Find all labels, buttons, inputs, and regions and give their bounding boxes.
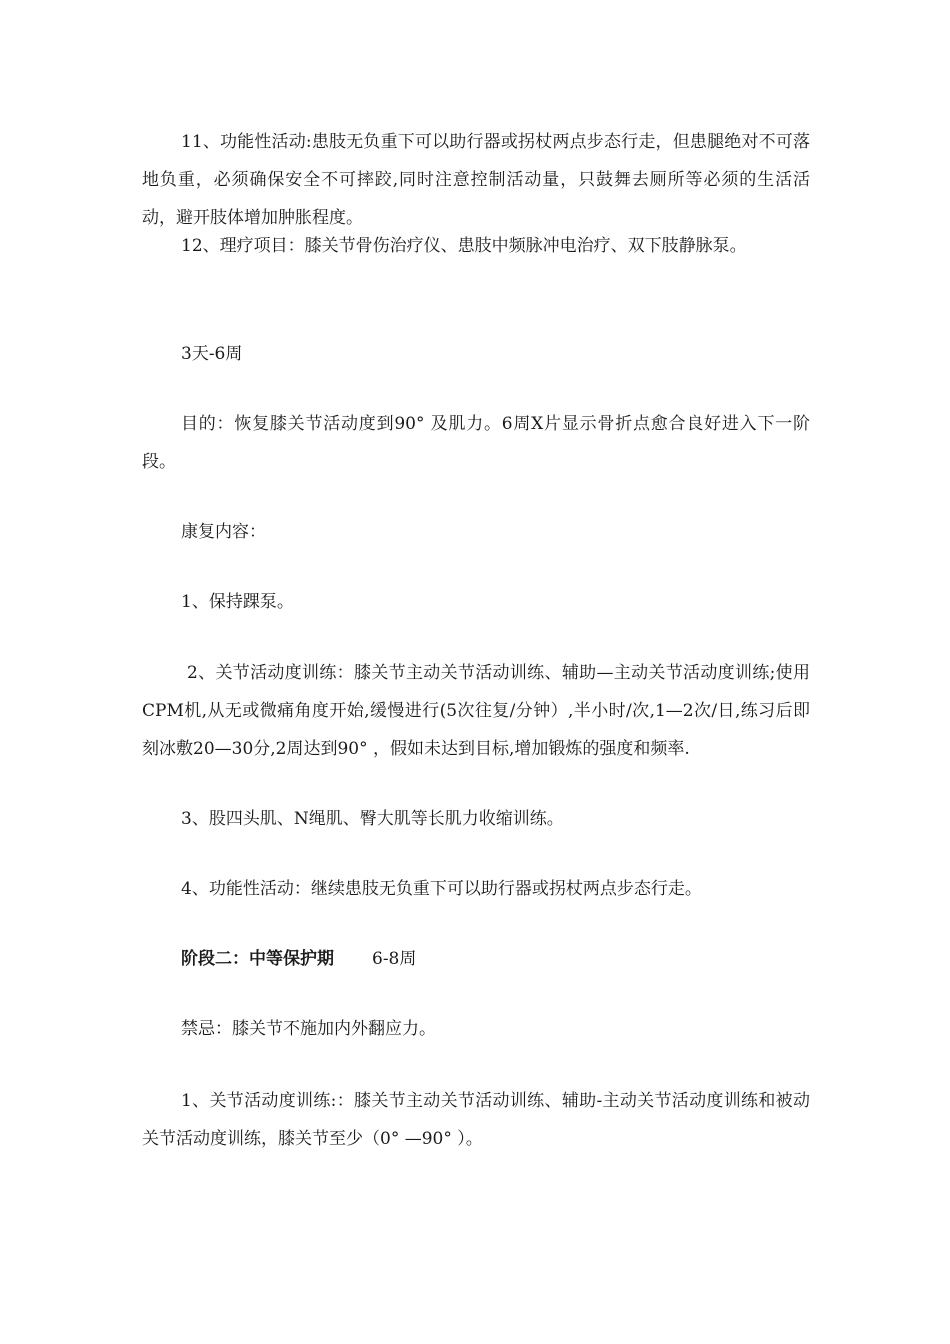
rehab-content-heading: 康复内容：: [181, 522, 266, 542]
rehab-item-2: 2、关节活动度训练：膝关节主动关节活动训练、辅助—主动关节活动度训练;使用CPM机,从无或微痛角度开始,缓慢进行(5次往复/分钟）,半小时/次,1—2次/日,练习后即刻冰敷20—30分,2周达到90° ，假如未达到目标,增加锻炼的强度和频率.: [142, 663, 810, 759]
rehab-item-3: 3、股四头肌、N绳肌、臀大肌等长肌力收缩训练。: [181, 809, 564, 829]
stage2-heading: [142, 940, 810, 978]
stage2-title: 阶段二：中等保护期: [181, 949, 334, 969]
contraindication-paragraph: 禁忌：膝关节不施加内外翻应力。: [181, 1019, 436, 1039]
period-label: 3天-6周: [181, 344, 243, 364]
rehab-item-4: 4、功能性活动：继续患肢无负重下可以助行器或拐杖两点步态行走。: [181, 879, 702, 899]
stage2-period: 6-8周: [372, 949, 417, 969]
goal-paragraph: 目的：恢复膝关节活动度到90° 及肌力。6周X片显示骨折点愈合良好进入下一阶段。: [142, 414, 810, 472]
paragraph-12-physiotherapy: 12、理疗项目：膝关节骨伤治疗仪、患肢中频脉冲电治疗、双下肢静脉泵。: [181, 236, 747, 256]
rehab-item-1: 1、保持踝泵。: [181, 592, 294, 612]
stage2-item-1: 1、关节活动度训练:：膝关节主动关节活动训练、辅助-主动关节活动度训练和被动关节活动度训练，膝关节至少（0° —90° ）。: [142, 1091, 810, 1149]
paragraph-11-functional-activity: 11、功能性活动:患肢无负重下可以助行器或拐杖两点步态行走，但患腿绝对不可落地负重，必须确保安全不可摔跤,同时注意控制活动量，只鼓舞去厕所等必须的生活活动，避开肢体增加肿胀程度。: [142, 132, 810, 228]
